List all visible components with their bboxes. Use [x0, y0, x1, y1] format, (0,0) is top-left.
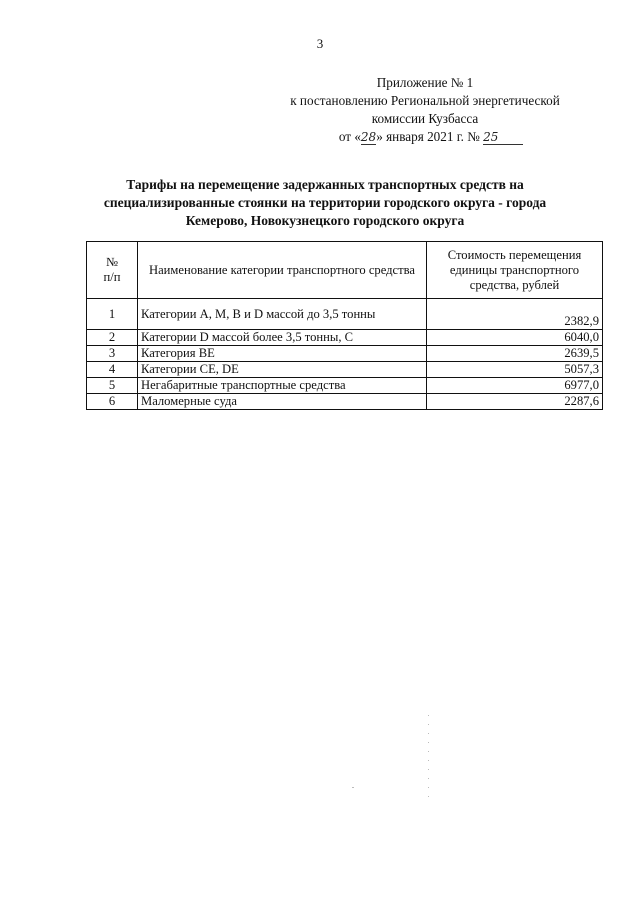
page-number: 3: [316, 36, 324, 51]
title-line-2: специализированные стоянки на территории городского округа - города: [103, 195, 547, 210]
appendix-header: [260, 74, 590, 146]
header-cost: Стоимость перемещения единицы транспортного средства, рублей: [427, 242, 603, 299]
row-number: 4: [87, 362, 138, 378]
header-number-abbr: п/п: [103, 270, 121, 284]
appendix-line-2: к постановлению Региональной энергетической: [290, 93, 560, 108]
table-row: [87, 362, 603, 378]
document-title: [70, 176, 580, 230]
table-row: [87, 378, 603, 394]
row-number: 3: [87, 346, 138, 362]
row-cost: 6040,0: [427, 330, 603, 346]
row-cost: 2287,6: [427, 394, 603, 410]
table-row: [87, 346, 603, 362]
row-cost: 6977,0: [427, 378, 603, 394]
row-category: Маломерные суда: [138, 394, 427, 410]
row-category: Категории CE, DE: [138, 362, 427, 378]
row-number: 6: [87, 394, 138, 410]
row-category: Категории A, M, B и D массой до 3,5 тонны: [138, 299, 427, 330]
row-number: 5: [87, 378, 138, 394]
row-category: Негабаритные транспортные средства: [138, 378, 427, 394]
row-category: Категория BE: [138, 346, 427, 362]
header-number: [87, 242, 138, 299]
title-line-1: Тарифы на перемещение задержанных транспортных средств на: [126, 177, 524, 192]
date-day-handwritten: 28: [360, 130, 377, 144]
row-cost: 5057,3: [427, 362, 603, 378]
row-cost: 2382,9: [427, 299, 603, 330]
row-category: Категории D массой более 3,5 тонны, C: [138, 330, 427, 346]
scan-artifact-dot: [352, 787, 354, 788]
appendix-line-1: Приложение № 1: [376, 75, 474, 90]
appendix-date-line: [260, 128, 590, 146]
header-category-name: Наименование категории транспортного средства: [138, 242, 427, 299]
table-row: [87, 299, 603, 330]
document-number-handwritten: 25: [483, 130, 523, 145]
tariffs-table: [86, 241, 603, 410]
row-number: 1: [87, 299, 138, 330]
row-cost: 2639,5: [427, 346, 603, 362]
appendix-line-3: комиссии Кузбасса: [371, 111, 479, 126]
date-suffix: » января 2021 г. №: [376, 129, 480, 144]
header-number-sign: №: [105, 255, 119, 269]
table-header-row: [87, 242, 603, 299]
row-number: 2: [87, 330, 138, 346]
table-row: [87, 394, 603, 410]
date-prefix: от «: [338, 129, 361, 144]
title-line-3: Кемерово, Новокузнецкого городского округа: [185, 213, 465, 228]
table-row: [87, 330, 603, 346]
scan-artifact-marks: [428, 715, 429, 805]
